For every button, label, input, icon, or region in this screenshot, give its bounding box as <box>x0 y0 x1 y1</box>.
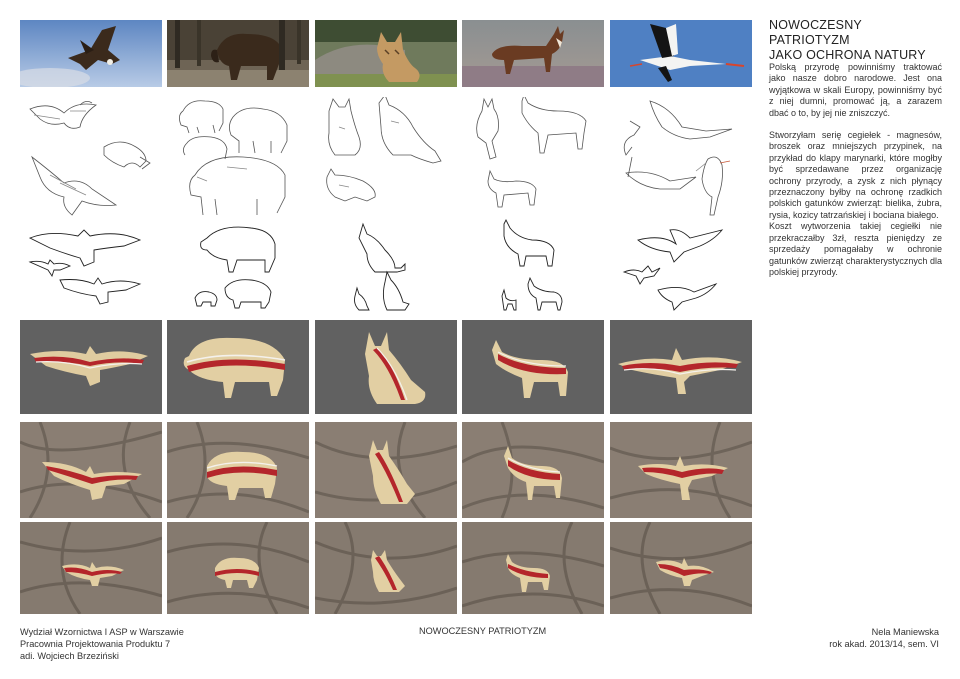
page-title <box>769 18 944 63</box>
footer-author <box>829 626 939 650</box>
eagle-outlines <box>20 218 162 318</box>
chamois-outlines <box>462 218 604 318</box>
lynx-pin-gray <box>315 320 457 414</box>
eagle-sketches <box>20 97 162 237</box>
footer-project-title: NOWOCZESNY PATRIOTYZM <box>419 626 547 636</box>
title-line-2: JAKO OCHRONA NATURY <box>769 48 926 62</box>
stork-sketches <box>610 97 752 237</box>
chamois-pin-gray <box>462 320 604 414</box>
lynx-outlines <box>315 218 457 318</box>
chamois-photo <box>462 20 604 87</box>
lynx-sketches <box>315 97 457 237</box>
footer-academic-year: rok akad. 2013/14, sem. VI <box>829 639 939 649</box>
bison-sketches <box>167 97 309 237</box>
bison-photo <box>167 20 309 87</box>
lynx-pin-small <box>315 522 457 614</box>
footer-institution <box>20 626 184 662</box>
lynx-photo <box>315 20 457 87</box>
footer-supervisor: adi. Wojciech Brzeziński <box>20 651 119 661</box>
paragraph-cost: Koszt wytworzenia takiej cegiełki nie przekraczałby 3zł, reszta pieniędzy ze sprzedaży pomagałaby w ochronie gatunków zwierząt charakterystycznych dla polskiej przyrody. <box>769 221 942 277</box>
eagle-photo <box>20 20 162 87</box>
chamois-sketches <box>462 97 604 237</box>
bison-pin-small <box>167 522 309 614</box>
chamois-pin-small <box>462 522 604 614</box>
eagle-pin-gray <box>20 320 162 414</box>
stork-pin-fabric <box>610 422 752 518</box>
footer-faculty: Wydział Wzornictwa I ASP w Warszawie <box>20 627 184 637</box>
chamois-pin-fabric <box>462 422 604 518</box>
bison-outlines <box>167 218 309 318</box>
paragraph-intro: Polską przyrodę powinniśmy traktować jako nasze dobro narodowe. Jest ona wyjątkowa w skali Europy, powinniśmy być z niej dumni, promować ją, a zarazem dbać o to, by jej nie zniszczyć. <box>769 62 942 118</box>
footer-studio: Pracownia Projektowania Produktu 7 <box>20 639 171 649</box>
paragraph-project: Stworzyłam serię cegiełek - magnesów, broszek oraz mniejszych przypinek, na przykład do klapy marynarki, które mogłby być sprzedawane przez organizację ochrony przyrody, a zysk z nich płynący przeznaczony byłby na ochronę rzadkich polskich gatunków zwierząt: bielika, żubra, rysia, kozicy tatrzańskiej i bociana białego. <box>769 130 942 220</box>
stork-photo <box>610 20 752 87</box>
stork-outlines <box>610 218 752 318</box>
bison-pin-gray <box>167 320 309 414</box>
eagle-pin-fabric <box>20 422 162 518</box>
stork-pin-small <box>610 522 752 614</box>
stork-pin-gray <box>610 320 752 414</box>
footer-author-name: Nela Maniewska <box>871 627 939 637</box>
eagle-pin-small <box>20 522 162 614</box>
lynx-pin-fabric <box>315 422 457 518</box>
description <box>769 62 942 278</box>
bison-pin-fabric <box>167 422 309 518</box>
title-line-1: NOWOCZESNY PATRIOTYZM <box>769 18 862 47</box>
